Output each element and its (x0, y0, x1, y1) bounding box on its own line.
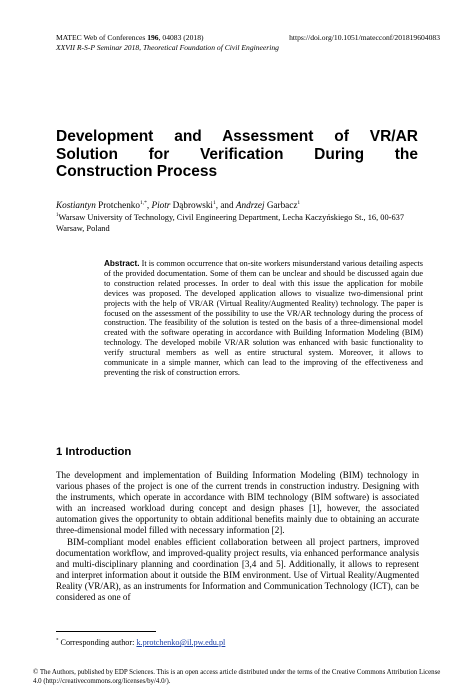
footnote-divider (56, 631, 156, 632)
journal-name: MATEC Web of Conferences (56, 33, 148, 42)
article-number: , 04083 (2018) (158, 33, 204, 42)
author-first-name: Piotr (151, 200, 171, 210)
affiliation-text: Warsaw University of Technology, Civil Engineering Department, Lecha Kaczyńskiego St., 16, 00-637 Warsaw, Poland (56, 213, 405, 233)
section-body (56, 470, 419, 603)
title-line-1: Development and Assessment of VR/AR (56, 128, 418, 145)
paper-title (56, 128, 418, 181)
footnote-label: Corresponding author: (58, 638, 137, 647)
abstract-label: Abstract. (104, 259, 140, 268)
journal-volume: 196 (147, 33, 159, 42)
title-line-3: Construction Process (56, 163, 218, 180)
author-first-name: Andrzej (235, 200, 265, 210)
author-affil-mark: 1 (213, 199, 216, 206)
affiliation-mark: 1 (56, 213, 59, 219)
abstract (104, 259, 423, 378)
footnote (56, 638, 225, 648)
title-line-2: Solution for Verification During the (56, 145, 418, 163)
author-separator: , (146, 200, 152, 210)
paragraph: The development and implementation of Building Information Modeling (BIM) technology in various phases of the project is one of the current trends in construction industry. Designing with the instruments, which operate in accordance with BIM technology (BIM software) is associated with an increased workload during concept and design phases [1], however, the associated automation gives the opportunity to obtain additional benefits mainly due to obtaining an accurate three-dimensional model filled with necessary information [2]. (56, 470, 419, 536)
seminar-header: XXVII R-S-P Seminar 2018, Theoretical Foundation of Civil Engineering (56, 43, 279, 52)
license-footer: © The Authors, published by EDP Sciences. This is an open access article distributed under the terms of the Creative Commons Attribution License 4.0 (http://creativecommons.org/licenses/by/4.0/). (33, 669, 441, 685)
author-separator: , and (215, 200, 236, 210)
affiliation (56, 213, 426, 234)
abstract-text: It is common occurrence that on-site workers misunderstand various detailing aspects of the provided documentation. Some of them can be unclear and should be discussed again due to construction related processes. In order to deal with this issue the application for mobile devices was proposed. The developed application allows to visualize two-dimensional print projects with the help of VR/AR (Virtual Reality/Augmented Reality) technology. The paper is focused on the assessment of the possibility to use the VR/AR technology during the process of construction. The feasibility of the solution is tested on the basis of a three-dimensional model created with the software operating in accordance with Building Information Modeling (BIM) technology. The developed mobile VR/AR solution was enhanced with basic functionality to verify structural members as well as entire structural system. Moreover, it allows to communicate in a simple manner, which can lead to the improving of the effectiveness and preventing the risk of construction errors. (104, 259, 423, 377)
author-last-name: Garbacz (264, 200, 298, 210)
author-last-name: Dąbrowski (170, 200, 213, 210)
journal-header (56, 33, 204, 42)
footnote-mark: * (56, 638, 59, 644)
author-affil-mark: 1,* (139, 199, 147, 206)
doi-link[interactable]: https://doi.org/10.1051/matecconf/201819604083 (289, 33, 440, 42)
author-last-name: Protchenko (95, 200, 140, 210)
paragraph: BIM-compliant model enables efficient collaboration between all project partners, improved documentation workflow, and improved-quality project results, via enhanced performance analysis and multi-disciplinary planning and coordination [3,4 and 5]. Additionally, it allows to represent and interpret information about it outside the BIM environment. Use of Virtual Reality/Augmented Reality (VR/AR), as an instruments for Information and Communication Technology (ICT), can be considered as one of (56, 536, 419, 603)
author-first-name: Kostiantyn (56, 200, 96, 210)
author-list (56, 200, 426, 211)
section-heading: 1 Introduction (56, 446, 132, 458)
author-affil-mark: 1 (297, 199, 301, 206)
author-email-link[interactable]: k.protchenko@il.pw.edu.pl (136, 638, 226, 647)
